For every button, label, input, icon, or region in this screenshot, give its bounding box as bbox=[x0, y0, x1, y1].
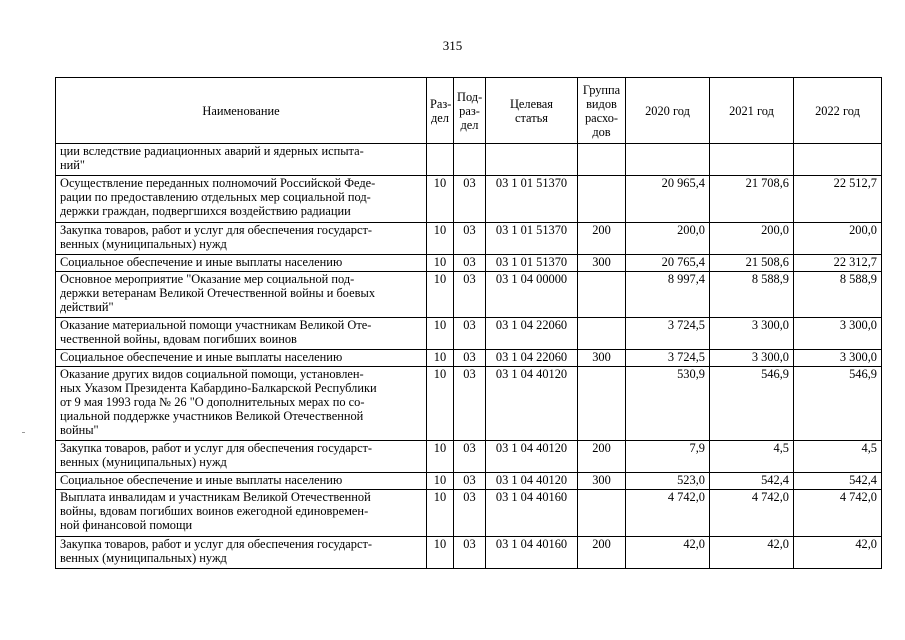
row-target-cell: 03 1 04 00000 bbox=[486, 272, 578, 318]
row-group-cell: 200 bbox=[578, 223, 626, 255]
row-2021-cell: 21 508,6 bbox=[710, 255, 794, 272]
row-2022-cell: 542,4 bbox=[794, 473, 882, 490]
row-podrazdel-cell: 03 bbox=[454, 272, 486, 318]
row-target-cell: 03 1 01 51370 bbox=[486, 255, 578, 272]
row-razdel-cell bbox=[427, 144, 454, 176]
row-group-cell: 300 bbox=[578, 255, 626, 272]
row-2022-cell: 4 742,0 bbox=[794, 490, 882, 537]
row-2022-cell: 8 588,9 bbox=[794, 272, 882, 318]
row-2021-cell: 8 588,9 bbox=[710, 272, 794, 318]
row-2021-cell bbox=[710, 144, 794, 176]
table-row bbox=[56, 537, 882, 569]
table-row bbox=[56, 490, 882, 537]
table-header-row bbox=[56, 78, 882, 144]
row-razdel-cell: 10 bbox=[427, 223, 454, 255]
row-2021-cell: 3 300,0 bbox=[710, 318, 794, 350]
row-2022-cell: 546,9 bbox=[794, 367, 882, 441]
row-razdel-cell: 10 bbox=[427, 272, 454, 318]
row-podrazdel-cell: 03 bbox=[454, 318, 486, 350]
row-2020-cell: 7,9 bbox=[626, 441, 710, 473]
table-row bbox=[56, 350, 882, 367]
row-podrazdel-cell: 03 bbox=[454, 367, 486, 441]
row-razdel-cell: 10 bbox=[427, 537, 454, 569]
row-podrazdel-cell: 03 bbox=[454, 441, 486, 473]
row-2020-cell: 3 724,5 bbox=[626, 350, 710, 367]
row-target-cell: 03 1 04 22060 bbox=[486, 350, 578, 367]
row-2020-cell: 20 765,4 bbox=[626, 255, 710, 272]
row-2021-cell: 21 708,6 bbox=[710, 176, 794, 223]
row-name-cell: Закупка товаров, работ и услуг для обеспечения государст- венных (муниципальных) нужд bbox=[56, 441, 427, 473]
row-2020-cell: 4 742,0 bbox=[626, 490, 710, 537]
table-row bbox=[56, 255, 882, 272]
header-2021: 2021 год bbox=[710, 78, 794, 144]
row-razdel-cell: 10 bbox=[427, 367, 454, 441]
header-name: Наименование bbox=[56, 78, 427, 144]
table-row bbox=[56, 223, 882, 255]
table-row bbox=[56, 441, 882, 473]
table-row bbox=[56, 176, 882, 223]
row-2020-cell: 200,0 bbox=[626, 223, 710, 255]
row-podrazdel-cell bbox=[454, 144, 486, 176]
row-name-cell: Социальное обеспечение и иные выплаты населению bbox=[56, 473, 427, 490]
row-razdel-cell: 10 bbox=[427, 176, 454, 223]
header-podrazdel: Под- раз- дел bbox=[454, 78, 486, 144]
row-target-cell: 03 1 04 40120 bbox=[486, 367, 578, 441]
row-2022-cell: 22 512,7 bbox=[794, 176, 882, 223]
row-2022-cell: 3 300,0 bbox=[794, 318, 882, 350]
row-group-cell bbox=[578, 367, 626, 441]
row-target-cell: 03 1 04 22060 bbox=[486, 318, 578, 350]
row-2021-cell: 4,5 bbox=[710, 441, 794, 473]
row-podrazdel-cell: 03 bbox=[454, 255, 486, 272]
row-group-cell bbox=[578, 144, 626, 176]
row-group-cell: 200 bbox=[578, 537, 626, 569]
row-target-cell bbox=[486, 144, 578, 176]
row-2021-cell: 4 742,0 bbox=[710, 490, 794, 537]
row-2021-cell: 42,0 bbox=[710, 537, 794, 569]
header-target: Целевая статья bbox=[486, 78, 578, 144]
row-group-cell bbox=[578, 272, 626, 318]
row-group-cell: 300 bbox=[578, 350, 626, 367]
row-group-cell: 300 bbox=[578, 473, 626, 490]
table-row bbox=[56, 367, 882, 441]
row-razdel-cell: 10 bbox=[427, 441, 454, 473]
row-2022-cell: 22 312,7 bbox=[794, 255, 882, 272]
row-target-cell: 03 1 01 51370 bbox=[486, 223, 578, 255]
row-2022-cell: 4,5 bbox=[794, 441, 882, 473]
row-group-cell bbox=[578, 318, 626, 350]
header-razdel: Раз- дел bbox=[427, 78, 454, 144]
row-podrazdel-cell: 03 bbox=[454, 537, 486, 569]
row-2021-cell: 200,0 bbox=[710, 223, 794, 255]
header-2022: 2022 год bbox=[794, 78, 882, 144]
header-2020: 2020 год bbox=[626, 78, 710, 144]
table-row bbox=[56, 318, 882, 350]
row-name-cell: Основное мероприятие "Оказание мер социальной под- держки ветеранам Великой Отечественной войны и боевых действий" bbox=[56, 272, 427, 318]
row-2022-cell: 42,0 bbox=[794, 537, 882, 569]
row-group-cell: 200 bbox=[578, 441, 626, 473]
row-name-cell: ции вследствие радиационных аварий и ядерных испыта- ний" bbox=[56, 144, 427, 176]
row-razdel-cell: 10 bbox=[427, 318, 454, 350]
page-number: 315 bbox=[442, 38, 463, 53]
row-name-cell: Закупка товаров, работ и услуг для обеспечения государст- венных (муниципальных) нужд bbox=[56, 537, 427, 569]
row-2022-cell bbox=[794, 144, 882, 176]
row-2020-cell: 8 997,4 bbox=[626, 272, 710, 318]
row-name-cell: Выплата инвалидам и участникам Великой Отечественной войны, вдовам погибших воинов ежегодной единовремен- ной финансовой помощи bbox=[56, 490, 427, 537]
row-podrazdel-cell: 03 bbox=[454, 350, 486, 367]
row-razdel-cell: 10 bbox=[427, 473, 454, 490]
row-2021-cell: 546,9 bbox=[710, 367, 794, 441]
row-2022-cell: 200,0 bbox=[794, 223, 882, 255]
table-row bbox=[56, 144, 882, 176]
row-2020-cell: 523,0 bbox=[626, 473, 710, 490]
row-target-cell: 03 1 04 40160 bbox=[486, 537, 578, 569]
budget-table bbox=[55, 77, 882, 569]
row-name-cell: Осуществление переданных полномочий Российской Феде- рации по предоставлению отдельных мер социальной под- держки граждан, подвергшихся воздействию радиации bbox=[56, 176, 427, 223]
row-razdel-cell: 10 bbox=[427, 350, 454, 367]
row-name-cell: Закупка товаров, работ и услуг для обеспечения государст- венных (муниципальных) нужд bbox=[56, 223, 427, 255]
row-2020-cell: 530,9 bbox=[626, 367, 710, 441]
row-name-cell: Оказание материальной помощи участникам Великой Оте- чественной войны, вдовам погибших воинов bbox=[56, 318, 427, 350]
row-name-cell: Социальное обеспечение и иные выплаты населению bbox=[56, 350, 427, 367]
row-2020-cell: 20 965,4 bbox=[626, 176, 710, 223]
row-name-cell: Социальное обеспечение и иные выплаты населению bbox=[56, 255, 427, 272]
table-row bbox=[56, 473, 882, 490]
row-2021-cell: 3 300,0 bbox=[710, 350, 794, 367]
row-target-cell: 03 1 01 51370 bbox=[486, 176, 578, 223]
row-podrazdel-cell: 03 bbox=[454, 223, 486, 255]
row-target-cell: 03 1 04 40120 bbox=[486, 473, 578, 490]
row-podrazdel-cell: 03 bbox=[454, 176, 486, 223]
header-group: Группа видов расхо- дов bbox=[578, 78, 626, 144]
row-group-cell bbox=[578, 490, 626, 537]
row-target-cell: 03 1 04 40160 bbox=[486, 490, 578, 537]
row-2020-cell: 42,0 bbox=[626, 537, 710, 569]
row-2020-cell: 3 724,5 bbox=[626, 318, 710, 350]
row-razdel-cell: 10 bbox=[427, 490, 454, 537]
row-target-cell: 03 1 04 40120 bbox=[486, 441, 578, 473]
row-group-cell bbox=[578, 176, 626, 223]
row-2021-cell: 542,4 bbox=[710, 473, 794, 490]
scan-mark bbox=[22, 432, 25, 433]
row-2020-cell bbox=[626, 144, 710, 176]
row-2022-cell: 3 300,0 bbox=[794, 350, 882, 367]
row-podrazdel-cell: 03 bbox=[454, 473, 486, 490]
row-podrazdel-cell: 03 bbox=[454, 490, 486, 537]
row-name-cell: Оказание других видов социальной помощи, установлен- ных Указом Президента Кабардино-Балкарской Республики от 9 мая 1993 года № 26 "О дополнительных мерах по со- циальной поддержке участников Великой Отечественной войны" bbox=[56, 367, 427, 441]
row-razdel-cell: 10 bbox=[427, 255, 454, 272]
table-row bbox=[56, 272, 882, 318]
